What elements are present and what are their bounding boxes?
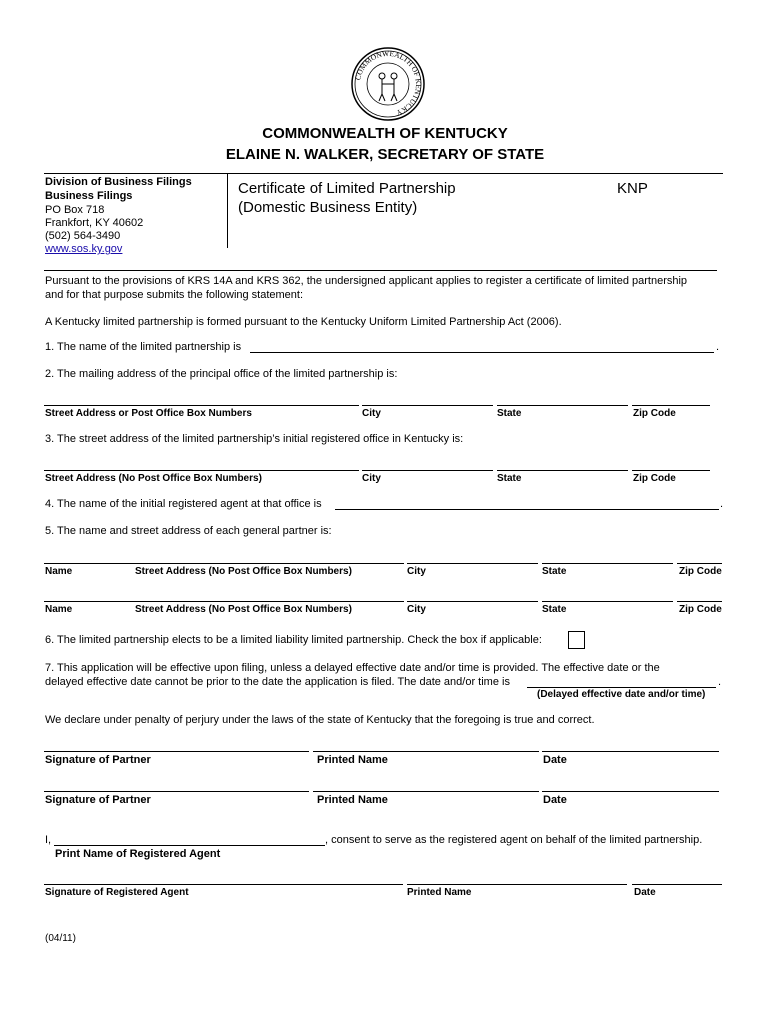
q1-period: . bbox=[716, 341, 720, 353]
llp-checkbox[interactable] bbox=[568, 631, 585, 649]
q4-period: . bbox=[720, 498, 724, 510]
principal-state-label: State bbox=[497, 408, 522, 419]
header-divider bbox=[44, 173, 723, 174]
agent-printed-label: Printed Name bbox=[407, 887, 472, 898]
office-vertical-divider bbox=[227, 174, 228, 248]
agent-signature-field[interactable] bbox=[44, 884, 403, 885]
partner1-address-field[interactable] bbox=[44, 563, 404, 564]
q3-label: 3. The street address of the limited partnership’s initial registered office in Kentucky is: bbox=[45, 433, 464, 445]
q2-label: 2. The mailing address of the principal office of the limited partnership is: bbox=[45, 368, 398, 380]
partner1-city-field[interactable] bbox=[407, 563, 538, 564]
office-zip-field[interactable] bbox=[632, 470, 710, 471]
agent-signature-label: Signature of Registered Agent bbox=[45, 887, 189, 898]
office-phone: (502) 564-3490 bbox=[45, 230, 121, 242]
q6-label: 6. The limited partnership elects to be a limited liability limited partnership. Check the box if applicable: bbox=[45, 634, 542, 646]
agent-name-field[interactable] bbox=[54, 845, 325, 846]
office-state-field[interactable] bbox=[497, 470, 628, 471]
principal-street-field[interactable] bbox=[44, 405, 359, 406]
partner1-date-field[interactable] bbox=[542, 751, 719, 752]
office-street-field[interactable] bbox=[44, 470, 359, 471]
partner1-date-label: Date bbox=[543, 754, 567, 766]
form-title: Certificate of Limited Partnership bbox=[238, 180, 456, 197]
partner2-city-label: City bbox=[407, 604, 426, 615]
partner2-street-label: Street Address (No Post Office Box Numbers) bbox=[135, 604, 352, 615]
intro-text: Pursuant to the provisions of KRS 14A and KRS 362, the undersigned applicant applies to register a certificate of limited partnership bbox=[45, 275, 688, 287]
partner2-signature-field[interactable] bbox=[44, 791, 309, 792]
partner2-state-field[interactable] bbox=[542, 601, 673, 602]
partner2-address-field[interactable] bbox=[44, 601, 404, 602]
form-code: KNP bbox=[617, 180, 648, 197]
principal-city-field[interactable] bbox=[362, 405, 493, 406]
q7-label-1: 7. This application will be effective upon filing, unless a delayed effective date and/or time is provided. The effective date or the bbox=[45, 662, 660, 674]
state-seal bbox=[350, 46, 426, 122]
partner2-printed-name-field[interactable] bbox=[313, 791, 539, 792]
agent-date-label: Date bbox=[634, 887, 656, 898]
partner1-state-field[interactable] bbox=[542, 563, 673, 564]
partner1-zip-label: Zip Code bbox=[679, 566, 722, 577]
svg-text:COMMONWEALTH OF KENTUCKY bbox=[353, 49, 423, 118]
partner2-signature-label: Signature of Partner bbox=[45, 794, 151, 806]
partner2-city-field[interactable] bbox=[407, 601, 538, 602]
principal-zip-field[interactable] bbox=[632, 405, 710, 406]
partner2-zip-field[interactable] bbox=[677, 601, 722, 602]
partnership-name-field[interactable] bbox=[250, 352, 714, 353]
header-commonwealth: COMMONWEALTH OF KENTUCKY bbox=[262, 125, 508, 142]
effective-date-field[interactable] bbox=[527, 687, 716, 688]
partner2-printed-label: Printed Name bbox=[317, 794, 388, 806]
consent-text: , consent to serve as the registered agent on behalf of the limited partnership. bbox=[325, 834, 703, 846]
header-secretary: ELAINE N. WALKER, SECRETARY OF STATE bbox=[225, 146, 545, 163]
registered-agent-field[interactable] bbox=[335, 509, 719, 510]
partner2-state-label: State bbox=[542, 604, 567, 615]
act-text: A Kentucky limited partnership is formed pursuant to the Kentucky Uniform Limited Partnership Act (2006). bbox=[45, 316, 562, 328]
partner1-printed-name-field[interactable] bbox=[313, 751, 539, 752]
office-city: Frankfort, KY 40602 bbox=[45, 217, 144, 229]
form-subtitle: (Domestic Business Entity) bbox=[238, 199, 418, 216]
partner1-state-label: State bbox=[542, 566, 567, 577]
declaration-text: We declare under penalty of perjury under the laws of the state of Kentucky that the foregoing is true and correct. bbox=[45, 714, 595, 726]
partner1-zip-field[interactable] bbox=[677, 563, 722, 564]
q4-label: 4. The name of the initial registered agent at that office is bbox=[45, 498, 322, 510]
q1-label: 1. The name of the limited partnership is bbox=[45, 341, 242, 353]
office-street-label: Street Address (No Post Office Box Numbers) bbox=[45, 473, 262, 484]
division-name: Division of Business Filings bbox=[45, 176, 192, 188]
agent-date-field[interactable] bbox=[632, 884, 722, 885]
office-divider bbox=[44, 270, 717, 271]
subdivision-name: Business Filings bbox=[45, 190, 133, 202]
po-box: PO Box 718 bbox=[45, 204, 105, 216]
partner1-street-label: Street Address (No Post Office Box Numbers) bbox=[135, 566, 352, 577]
q7-period: . bbox=[718, 676, 722, 688]
revision-date: (04/11) bbox=[45, 933, 76, 944]
consent-prefix: I, bbox=[45, 834, 52, 846]
office-zip-label: Zip Code bbox=[633, 473, 676, 484]
principal-city-label: City bbox=[362, 408, 381, 419]
principal-street-label: Street Address or Post Office Box Numbers bbox=[45, 408, 252, 419]
effective-date-label: (Delayed effective date and/or time) bbox=[537, 689, 706, 700]
partner1-signature-label: Signature of Partner bbox=[45, 754, 151, 766]
partner1-city-label: City bbox=[407, 566, 426, 577]
website-link[interactable]: www.sos.ky.gov bbox=[45, 243, 123, 255]
principal-zip-label: Zip Code bbox=[633, 408, 676, 419]
partner1-signature-field[interactable] bbox=[44, 751, 309, 752]
partner1-name-label: Name bbox=[45, 566, 73, 577]
office-state-label: State bbox=[497, 473, 522, 484]
partner2-zip-label: Zip Code bbox=[679, 604, 722, 615]
office-city-field[interactable] bbox=[362, 470, 493, 471]
intro-text-2: and for that purpose submits the following statement: bbox=[45, 289, 304, 301]
partner2-date-label: Date bbox=[543, 794, 567, 806]
partner2-name-label: Name bbox=[45, 604, 73, 615]
q5-label: 5. The name and street address of each general partner is: bbox=[45, 525, 332, 537]
partner2-date-field[interactable] bbox=[542, 791, 719, 792]
agent-printed-name-field[interactable] bbox=[407, 884, 627, 885]
seal-text: COMMONWEALTH OF KENTUCKY bbox=[353, 48, 424, 118]
principal-state-field[interactable] bbox=[497, 405, 628, 406]
agent-name-label: Print Name of Registered Agent bbox=[55, 848, 221, 860]
partner1-printed-label: Printed Name bbox=[317, 754, 388, 766]
office-city-label: City bbox=[362, 473, 381, 484]
q7-label-2: delayed effective date cannot be prior to the date the application is filed. The date and/or time is bbox=[45, 676, 510, 688]
